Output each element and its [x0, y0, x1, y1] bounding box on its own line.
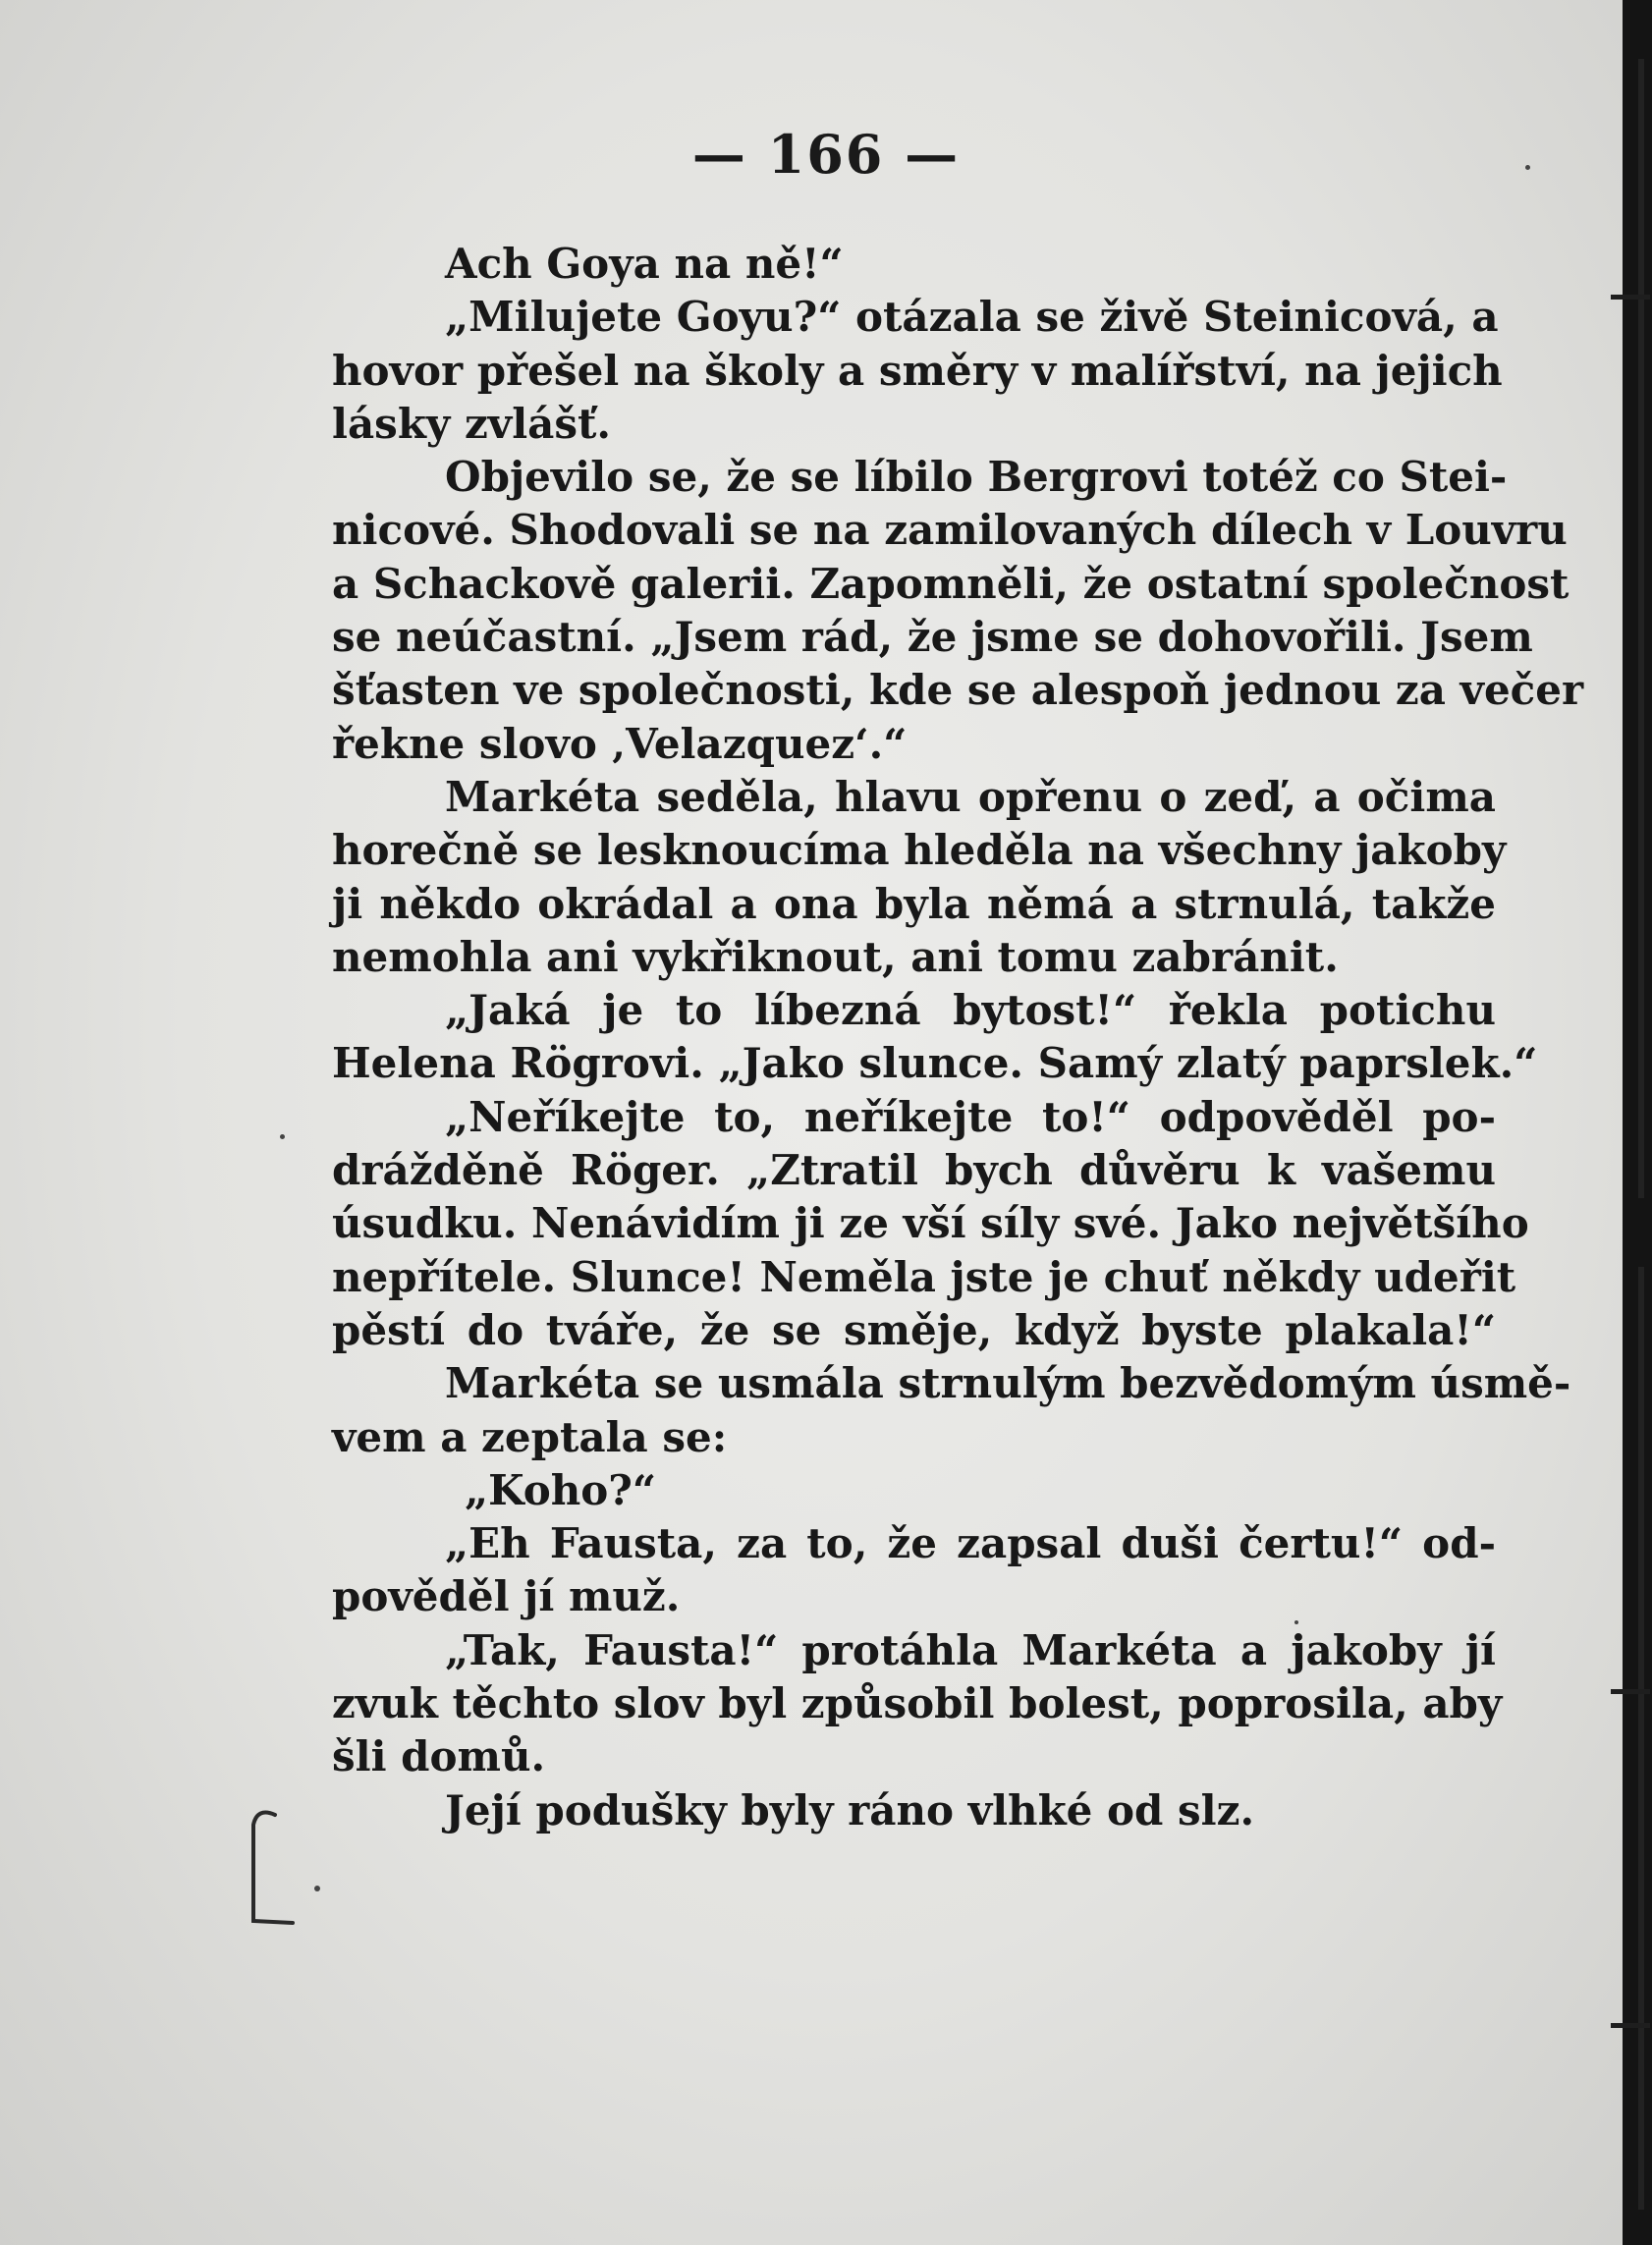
edge-line-lower [1638, 1267, 1644, 2210]
text-line: ji někdo okrádal a ona byla němá a strnulá, takže [332, 879, 1496, 928]
text-line: „Koho?“ [465, 1465, 657, 1514]
text-line: drážděně Röger. „Ztratil bych důvěru k vašemu [332, 1146, 1496, 1195]
page-binding-edge [1623, 0, 1652, 2245]
paper-speck [314, 1886, 320, 1891]
paper-speck [280, 1134, 285, 1139]
text-line: pěstí do tváře, že se směje, když byste plakala!“ [332, 1305, 1496, 1354]
edge-notch [1611, 2023, 1650, 2028]
body-text [332, 238, 1584, 1837]
edge-notch [1611, 1689, 1650, 1694]
text-line: „Neříkejte to, neříkejte to!“ odpověděl po- [445, 1092, 1496, 1141]
text-line: řekne slovo ‚Velazquez‘.“ [332, 719, 908, 768]
text-line: horečně se lesknoucíma hleděla na všechny jakoby [332, 826, 1507, 875]
text-line: Objevilo se, že se líbilo Bergrovi totéž co Stei- [445, 453, 1508, 502]
text-line: nemohla ani vykřiknout, ani tomu zabránit. [332, 932, 1339, 981]
page-number: — 166 — [691, 123, 961, 186]
text-line: hovor přešel na školy a směry v malířství, na jejich [332, 346, 1503, 395]
text-line: „Eh Fausta, za to, že zapsal duši čertu!“ od- [445, 1519, 1496, 1568]
text-line: Její podušky byly ráno vlhké od slz. [445, 1785, 1255, 1834]
text-line: zvuk těchto slov byl způsobil bolest, poprosila, aby [332, 1679, 1503, 1728]
bracket-pencil-mark-icon [236, 1805, 295, 1933]
text-line: šli domů. [332, 1732, 546, 1781]
text-line: nicové. Shodovali se na zamilovaných dílech v Louvru [332, 506, 1568, 555]
text-line: „Milujete Goyu?“ otázala se živě Steinicová, a [445, 293, 1499, 342]
text-line: Helena Rögrovi. „Jako slunce. Samý zlatý paprslek.“ [332, 1039, 1538, 1088]
text-line: se neúčastní. „Jsem rád, že jsme se dohovořili. Jsem [332, 613, 1533, 662]
text-line: šťasten ve společnosti, kde se alespoň jednou za večer [332, 666, 1584, 715]
edge-notch [1611, 295, 1650, 300]
text-line: „Tak, Fausta!“ protáhla Markéta a jakoby jí [445, 1625, 1496, 1674]
text-line: lásky zvlášť. [332, 399, 612, 448]
text-line: „Jaká je to líbezná bytost!“ řekla potichu [445, 986, 1496, 1035]
text-line: Markéta seděla, hlavu opřenu o zeď, a očima [445, 772, 1496, 821]
text-line: pověděl jí muž. [332, 1572, 681, 1621]
text-line: Markéta se usmála strnulým bezvědomým úsmě- [445, 1359, 1571, 1408]
text-line: nepřítele. Slunce! Neměla jste je chuť někdy udeřit [332, 1252, 1516, 1301]
edge-line-upper [1638, 59, 1644, 1198]
text-line: úsudku. Nenávidím ji ze vší síly své. Jako největšího [332, 1199, 1529, 1248]
text-line: vem a zeptala se: [332, 1412, 728, 1461]
text-line: Ach Goya na ně!“ [445, 240, 844, 288]
text-line: a Schackově galerii. Zapomněli, že ostatní společnost [332, 559, 1569, 608]
